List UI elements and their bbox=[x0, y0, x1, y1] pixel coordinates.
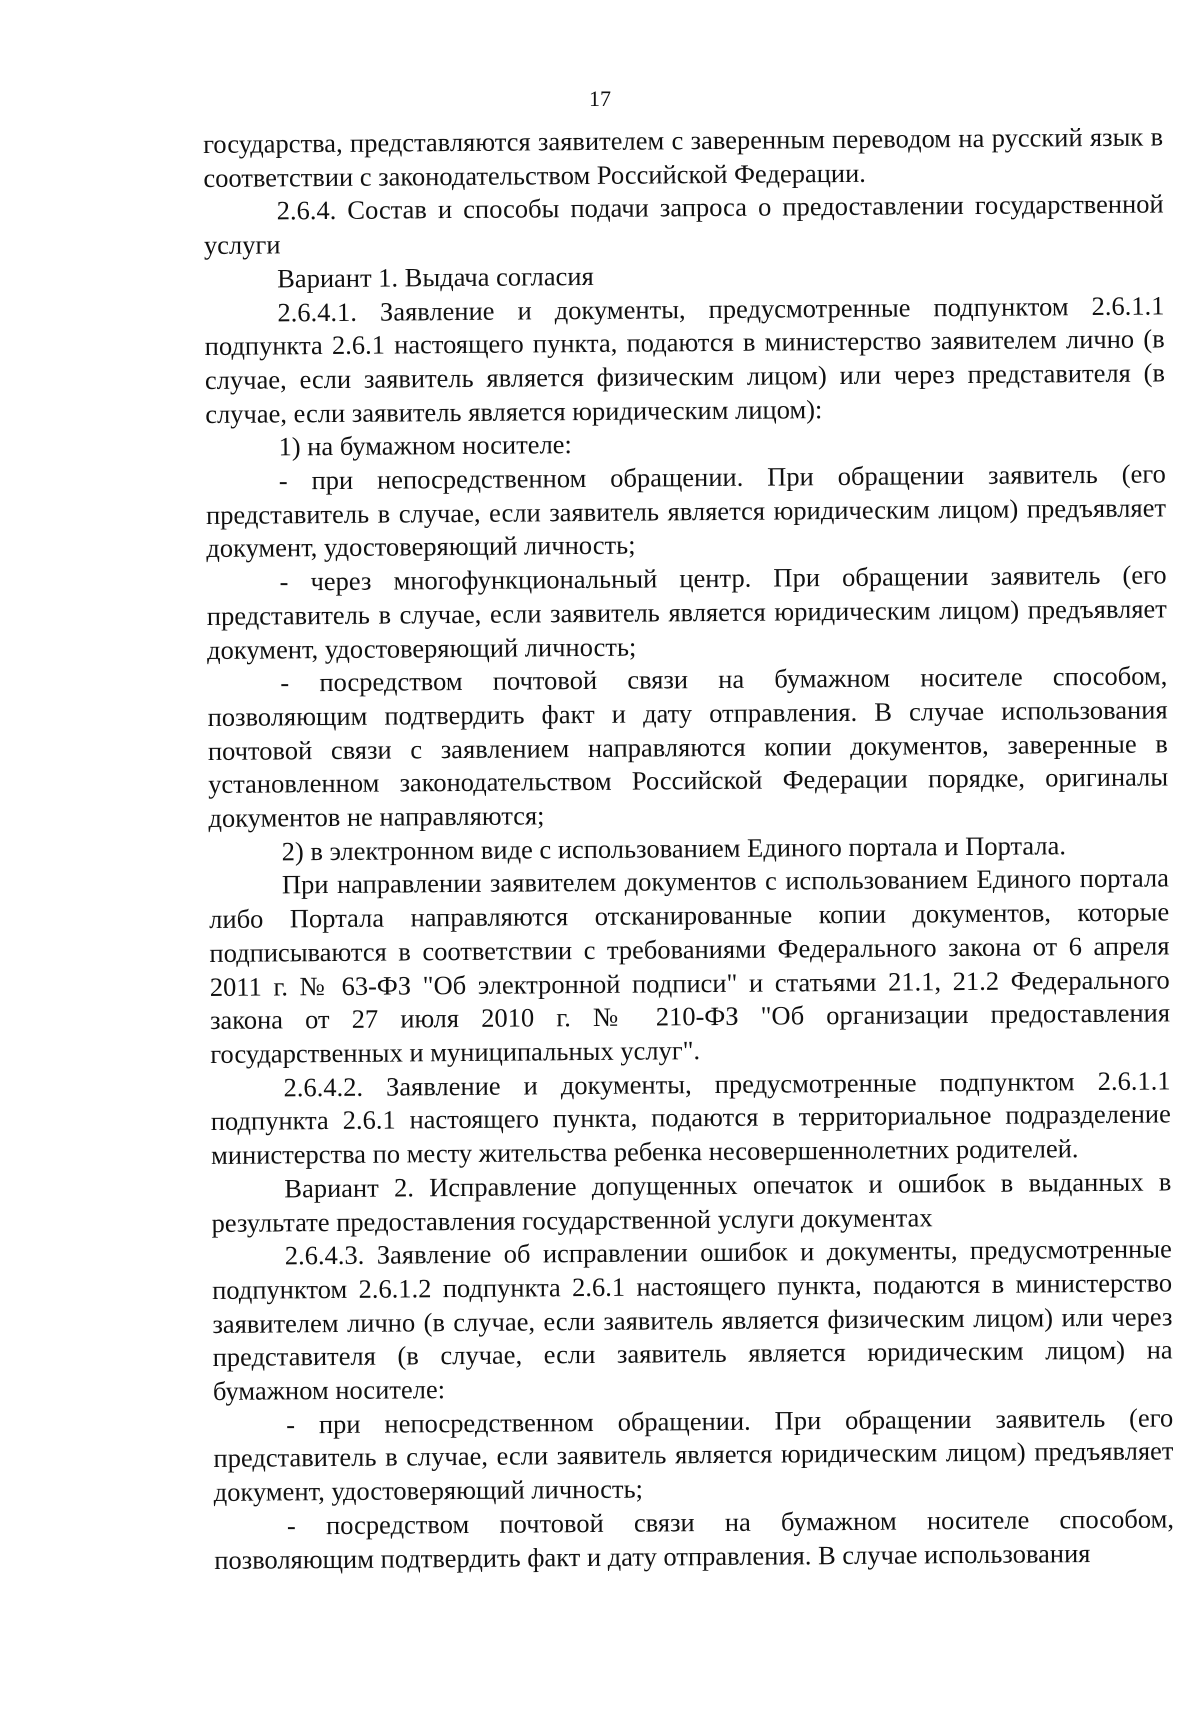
variant-2-heading: Вариант 2. Исправление допущенных опечаток и ошибок в выданных в результате предоставления государственной услуги документах bbox=[211, 1166, 1172, 1238]
list-item-direct-appeal: - при непосредственном обращении. При обращении заявитель (его представитель в случае, если заявитель является юридическим лицом) предъявляет документ, удостоверяющий личность; bbox=[205, 458, 1167, 564]
section-heading-2-6-4: 2.6.4. Состав и способы подачи запроса о предоставлении государственной услуги bbox=[203, 188, 1164, 261]
variant-1-heading: Вариант 1. Выдача согласия bbox=[277, 260, 594, 294]
paragraph-2-6-4-3: 2.6.4.3. Заявление об исправлении ошибок и документы, предусмотренные подпунктом 2.6.1.2 подпункта 2.6.1 настоящего пункта, подаются в министерство заявителем лично (в случае, если заявитель является физическим лицом) или через представителя (в случае, если заявитель является юридическим лицом) на бумажном носителе: bbox=[212, 1233, 1173, 1406]
list-item-paper: 1) на бумажном носителе: bbox=[278, 429, 572, 462]
document-body bbox=[203, 120, 1174, 1577]
list-item-direct-appeal-2: - при непосредственном обращении. При обращении заявитель (его представитель в случае, если заявитель является юридическим лицом) предъявляет документ, удостоверяющий личность; bbox=[213, 1402, 1174, 1508]
paragraph-electronic-details: При направлении заявителем документов с использованием Единого портала либо Портала направляются отсканированные копии документов, которые подписываются в соответствии с требованиями Федерального закона от 6 апреля 2011 г. № 63-ФЗ "Об электронной подписи" и статьями 21.1, 21.2 Федерального закона от 27 июля 2010 г. № 210-ФЗ "Об организации предоставления государственных и муниципальных услуг". bbox=[209, 862, 1171, 1069]
list-item-electronic: 2) в электронном виде с использованием Единого портала и Портала. bbox=[281, 830, 1067, 867]
paragraph-2-6-4-1: 2.6.4.1. Заявление и документы, предусмотренные подпунктом 2.6.1.1 подпункта 2.6.1 настоящего пункта, подаются в министерство заявителем лично (в случае, если заявитель является физическим лицом) или через представителя (в случае, если заявитель является юридическим лицом): bbox=[204, 289, 1166, 429]
list-item-mfc: - через многофункциональный центр. При обращении заявитель (его представитель в случае, если заявитель является юридическим лицом) предъявляет документ, удостоверяющий личность; bbox=[206, 559, 1167, 665]
paragraph-2-6-4-2: 2.6.4.2. Заявление и документы, предусмотренные подпунктом 2.6.1.1 подпункта 2.6.1 настоящего пункта, подаются в территориальное подразделение министерства по месту жительства ребенка несовершеннолетних родителей. bbox=[210, 1065, 1171, 1171]
page-number: 17 bbox=[589, 86, 611, 111]
paragraph-continuation: государства, представляются заявителем с заверенным переводом на русский язык в соответствии с законодательством Российской Федерации. bbox=[203, 121, 1164, 193]
list-item-postal-2: - посредством почтовой связи на бумажном носителе способом, позволяющим подтвердить факт и дату отправления. В случае использования bbox=[214, 1503, 1175, 1575]
list-item-postal: - посредством почтовой связи на бумажном носителе способом, позволяющим подтвердить факт и дату отправления. В случае использования почтовой связи с заявлением направляются копии документов, заверенные в установленном законодательством Российской Федерации порядке, оригиналы документов не направляются; bbox=[207, 660, 1169, 834]
